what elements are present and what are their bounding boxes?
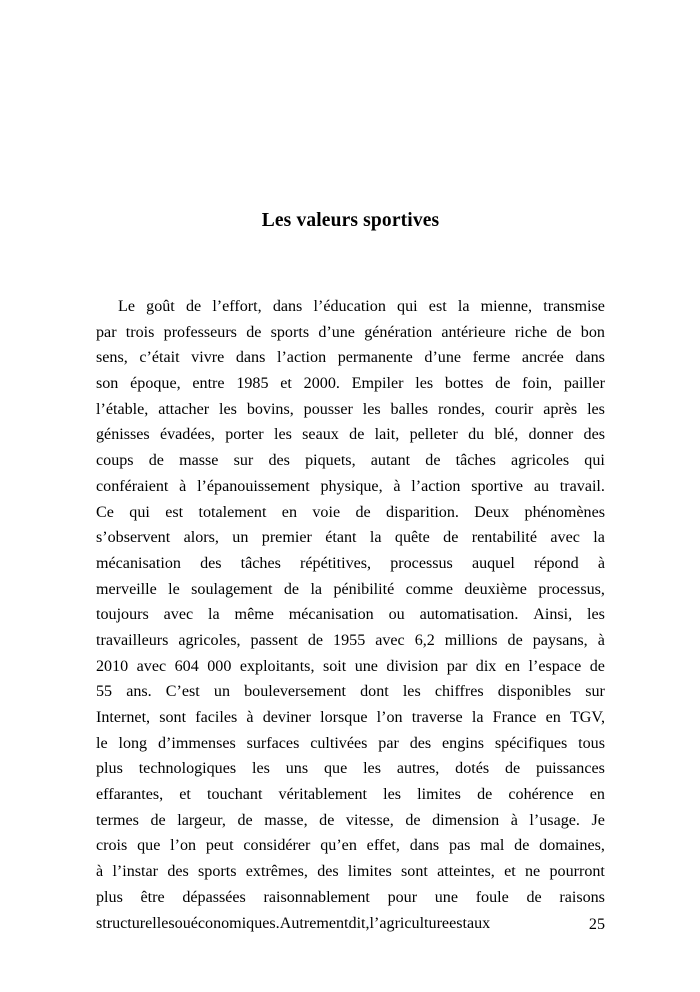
body-word: sur [585,683,605,701]
body-word: soulagement [191,580,273,598]
body-word: Je [591,811,605,829]
body-word: disponibles [497,683,572,701]
body-word: le [96,734,108,752]
body-word: qui [129,503,150,521]
body-word: pousser [303,400,353,418]
body-word: 1955 [333,631,366,649]
body-line [96,679,605,705]
body-word: la [457,298,470,315]
body-word: l’éducation [313,298,386,315]
body-word: exploitants, [239,657,315,675]
body-word: permanente [337,349,413,367]
body-word: soit [322,657,347,675]
body-word: au [533,477,550,495]
body-word: sports [198,863,237,881]
body-line [96,500,605,526]
body-word: économiques. [190,914,280,932]
body-line [96,833,605,859]
body-word: par [378,734,399,752]
body-word: goût [146,298,175,315]
body-word: raisonnablement [263,888,370,906]
body-word: Internet, [96,709,151,726]
body-word: blé, [494,426,519,444]
body-word: la [471,709,484,726]
body-word: sur [233,452,254,470]
body-word: ne [524,863,541,881]
body-word: considérer [243,837,311,855]
body-word: long [118,734,148,752]
body-word: de [443,529,459,547]
body-word: avec [163,606,194,624]
body-word: la [369,529,382,547]
body-word: 55 [96,683,113,701]
body-word: travail. [559,477,605,495]
body-word: bouleversement [244,683,346,701]
body-word: France [492,709,537,726]
body-word: transmise [543,298,605,315]
body-word: totalement [198,503,267,521]
body-word: coups [96,452,134,470]
body-word: vitesse, [345,811,394,829]
body-word: agricoles, [178,631,241,649]
body-word: l’épanouissement [197,477,310,495]
body-line [96,628,605,654]
body-word: en [504,657,521,675]
body-word: vivre [191,349,225,367]
body-word: 000 [207,657,232,675]
body-word: des [268,452,290,470]
body-word: s’observent [96,529,171,547]
body-word: largeur, [177,811,226,829]
body-word: de [150,811,166,829]
body-word: lait, [374,426,400,444]
body-word: les [587,400,605,418]
body-word: l’étable, [96,400,149,418]
body-word: porter [225,426,264,444]
body-word: après [543,400,578,418]
body-word: mécanisation [288,606,374,624]
body-word: merveille [96,580,157,598]
body-word: de [355,503,371,521]
body-word: en [281,503,297,521]
body-word: en [545,709,561,726]
body-word: dans [272,298,303,315]
body-word: quête [394,529,430,547]
body-word: de [307,631,324,649]
body-word: dit, [348,914,370,932]
body-word: dotés [455,760,490,778]
body-word: dans [409,837,440,855]
body-word: lorsque [320,709,368,726]
body-word: les [219,400,237,418]
body-word: paysans, [532,631,588,649]
body-word: surfaces [246,734,300,752]
body-word: cohérence [508,786,574,804]
body-word: engins [442,734,485,752]
body-word: sens, [96,349,128,367]
body-word: bon [580,323,605,341]
body-word: les [362,400,381,418]
body-word: d’une [424,349,462,367]
body-word: conféraient [96,477,169,495]
body-word: mal [480,837,505,855]
body-word: de [495,375,511,393]
body-word: à [510,811,518,829]
body-word: deviner [262,709,311,726]
body-word: plus [96,760,123,778]
body-word: TGV, [569,709,605,726]
body-word: dépassées [182,888,246,906]
body-line [96,731,605,757]
body-word: 1985 [236,375,269,393]
body-word: est [449,914,467,932]
body-word: avec [136,657,167,675]
body-word: avec [550,529,580,547]
body-word: 604 [174,657,199,675]
body-word: donner [528,426,574,444]
body-word: attacher [158,400,210,418]
body-word: disparition. [386,503,459,521]
body-word: à [597,554,605,572]
body-line [96,885,605,911]
body-word: l’agriculture [369,914,450,932]
body-word: être [140,888,165,906]
body-word: et [280,375,292,393]
body-word: professeurs [163,323,237,341]
body-word: de [477,786,493,804]
body-word: ancrée [521,349,564,367]
body-word: dix [475,657,497,675]
body-word: mécanisation [96,554,181,572]
body-word: peut [205,837,234,855]
body-word: seaux [302,426,339,444]
body-word: Ainsi, [533,606,573,624]
body-word: par [96,323,117,341]
body-word: l’espace [528,657,582,675]
body-word: l’action [276,349,327,367]
body-word: foule [475,888,509,906]
body-word: qui [397,298,418,315]
body-word: cultivées [310,734,368,752]
body-line [96,577,605,603]
body-line [96,474,605,500]
body-word: plus [96,888,123,906]
body-word: Autrement [279,914,349,932]
body-paragraph [96,294,605,936]
body-word: Le [118,298,135,315]
body-word: la [208,606,220,624]
body-word: son [96,375,119,393]
body-word: foin, [522,375,553,393]
body-word: Deux [474,503,510,521]
body-word: sports [270,323,310,341]
body-word: et [179,786,191,804]
body-word: millions [444,631,498,649]
body-line [96,320,605,346]
body-word: ans. [126,683,152,701]
body-word: sont [401,863,428,881]
body-word: de [319,811,335,829]
body-word: bovins, [246,400,294,418]
body-line [96,859,605,885]
body-word: 2010 [96,657,129,675]
body-word: véritablement [278,786,368,804]
body-word: que [323,760,348,778]
body-word: agricoles [511,452,570,470]
body-word: sont [159,709,187,726]
body-word: du [468,426,485,444]
body-word: mienne, [480,298,533,315]
body-word: des [409,734,432,752]
body-word: évadées, [159,426,215,444]
body-word: structurelles [96,914,175,932]
body-word: des [167,863,189,881]
body-word: riche [514,323,548,341]
body-word: l’on [170,837,197,855]
body-word: dont [360,683,389,701]
body-word: premier [261,529,312,547]
body-word: toujours [96,606,149,624]
body-word: masse, [264,811,308,829]
body-word: crois [96,837,128,855]
body-word: en [589,786,605,804]
body-line [96,551,605,577]
body-word: dimension [432,811,500,829]
body-word: de [405,811,421,829]
body-word: les [363,760,381,778]
body-word: masse [179,452,219,470]
body-word: rentabilité [471,529,537,547]
body-word: par [446,657,468,675]
body-word: processus [390,554,453,572]
body-word: voie [312,503,341,521]
body-word: puissances [536,760,605,778]
body-word: Ce [96,503,114,521]
body-word: ferme [472,349,511,367]
body-word: extrêmes, [245,863,308,881]
body-word: des [317,863,339,881]
body-word: d’une [318,323,355,341]
body-line [96,525,605,551]
body-word: et [504,863,516,881]
body-word: division [386,657,439,675]
body-word: répétitives, [300,554,372,572]
body-word: à [179,477,187,495]
body-word: spécifiques [494,734,568,752]
body-word: piquets, [305,452,356,470]
body-word: alors, [183,529,219,547]
body-line [96,654,605,680]
body-word: termes [96,811,139,829]
body-word: de [425,452,441,470]
body-line [96,756,605,782]
body-word: bottes [444,375,484,393]
body-word: autres, [396,760,440,778]
body-word: pénibilité [333,580,395,598]
body-word: un [213,683,230,701]
body-word: c’était [139,349,180,367]
body-line [96,808,605,834]
body-word: est [428,298,447,315]
body-word: pelleter [409,426,458,444]
body-word: le [168,580,180,598]
body-word: les [415,375,434,393]
body-word: à [393,477,401,495]
body-word: de [589,657,605,675]
body-word: d’immenses [157,734,236,752]
body-word: Empiler [351,375,404,393]
body-word: génisses [96,426,150,444]
body-word: aux [466,914,491,932]
page-number: 25 [588,916,605,933]
body-word: passent [250,631,298,649]
body-word: trois [125,323,155,341]
body-word: tous [578,734,605,752]
body-word: effet, [366,837,400,855]
body-word: effarantes, [96,786,164,804]
body-word: limites [347,863,392,881]
body-word: l’instar [112,863,159,881]
body-word: raisons [559,888,605,906]
body-word: même [234,606,274,624]
body-word: est [165,503,184,521]
body-word: 6,2 [414,631,435,649]
body-line [96,705,605,731]
body-line [96,422,605,448]
body-word: travailleurs [96,631,169,649]
body-line [96,782,605,808]
body-word: de [283,580,300,598]
body-word: touchant [207,786,263,804]
body-line [96,397,605,423]
body-word: des [200,554,222,572]
body-word: limites [417,786,461,804]
body-word: 2000. [303,375,340,393]
body-word: automatisation. [419,606,519,624]
body-word: processus, [538,580,605,598]
body-word: génération [364,323,433,341]
body-word: l’action [411,477,461,495]
body-word: technologiques [138,760,237,778]
body-word: à [597,631,605,649]
body-word: que [137,837,161,855]
body-word: les [402,683,421,701]
body-word: de [237,811,253,829]
body-word: dans [235,349,266,367]
body-word: dans [575,349,605,367]
body-word: de [185,298,202,315]
body-word: les [252,760,270,778]
body-word: traverse [411,709,463,726]
body-word: deuxième [464,580,527,598]
body-word: les [273,426,292,444]
body-word: comme [405,580,453,598]
body-line [96,345,605,371]
body-word: époque, [130,375,181,393]
body-word: de [148,452,164,470]
body-word: pailler [563,375,605,393]
body-word: tâches [240,554,281,572]
body-line [96,448,605,474]
body-line [96,371,605,397]
body-word: tâches [455,452,496,470]
body-word: pas [448,837,471,855]
body-word: entre [192,375,225,393]
body-word: auquel [471,554,515,572]
body-word: domaines, [539,837,605,855]
body-word: courir [494,400,534,418]
body-line [96,294,605,320]
body-word: de [526,888,542,906]
body-word: une [434,888,458,906]
body-word: balles [390,400,429,418]
body-word: une [354,657,378,675]
body-word: des [583,426,605,444]
body-word: ou [174,914,191,932]
body-word: l’effort, [212,298,262,315]
body-word: atteintes, [437,863,495,881]
body-word: un [232,529,249,547]
body-word: uns [285,760,309,778]
body-word: l’usage. [529,811,580,829]
body-word: ou [388,606,405,624]
body-word: C’est [165,683,200,701]
body-word: antérieure [441,323,506,341]
body-line [96,602,605,628]
body-word: physique, [320,477,383,495]
body-word: sportive [471,477,524,495]
body-word: de [556,323,572,341]
body-word: pourront [549,863,605,881]
page-title: Les valeurs sportives [261,210,440,232]
body-word: la [593,529,605,547]
body-word: qui [584,452,605,470]
body-word: de [507,631,523,649]
body-word: autant [370,452,411,470]
body-word: de [504,760,521,778]
body-word: chiffres [434,683,484,701]
body-word: répond [533,554,579,572]
body-word: faciles [195,709,238,726]
body-word: qu’en [320,837,357,855]
body-word: de [514,837,530,855]
body-word: l’on [376,709,403,726]
body-word: avec [375,631,405,649]
body-word: pour [387,888,418,906]
body-word: les [383,786,402,804]
body-word: la [310,580,323,598]
body-word: de [246,323,262,341]
body-word: rondes, [438,400,485,418]
body-word: étant [325,529,357,547]
body-word: phénomènes [524,503,605,521]
body-word: à [246,709,254,726]
body-word: à [96,863,104,881]
body-word: de [349,426,365,444]
body-word: les [587,606,605,624]
